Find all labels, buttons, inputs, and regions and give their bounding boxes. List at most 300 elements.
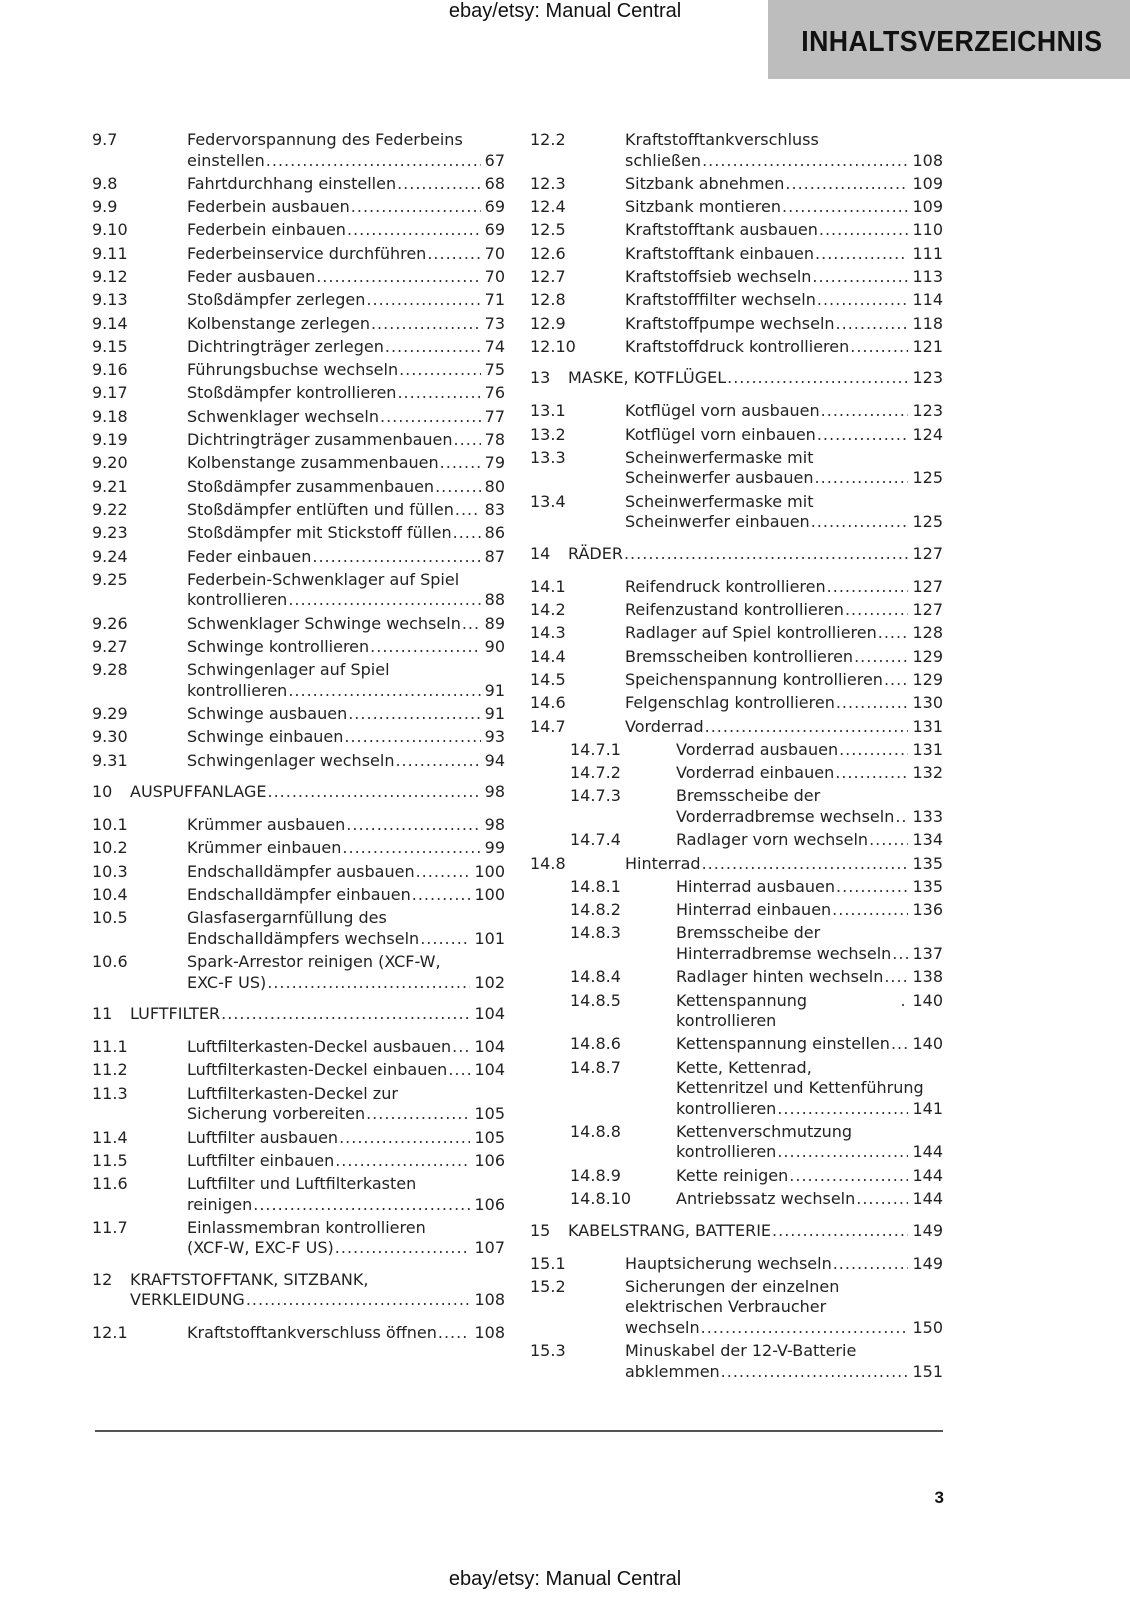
toc-entry[interactable] xyxy=(530,1254,943,1275)
dot-leader xyxy=(266,151,481,172)
dot-leader xyxy=(395,751,480,772)
toc-entry-number: 12.3 xyxy=(530,173,566,193)
dot-leader xyxy=(839,740,908,761)
toc-entry-number: 9.18 xyxy=(92,406,128,426)
toc-entry-title: Kettenritzel und Kettenführung xyxy=(676,1078,924,1098)
toc-entry-title: Luftfilter und Luftfilterkasten xyxy=(187,1174,417,1194)
toc-entry-title: Krümmer ausbauen xyxy=(187,815,346,835)
toc-page-number: 78 xyxy=(484,430,505,450)
toc-entry-number: 14.7.2 xyxy=(570,763,621,783)
toc-entry[interactable] xyxy=(530,693,943,714)
toc-entry-number: 14.8.9 xyxy=(570,1165,621,1185)
toc-entry-number: 14.6 xyxy=(530,693,566,713)
toc-page-number: 137 xyxy=(912,943,943,963)
toc-entry-title: Luftfilterkasten-Deckel zur xyxy=(187,1083,398,1103)
toc-page-number: 75 xyxy=(484,360,505,380)
toc-page-number: 77 xyxy=(484,406,505,426)
toc-page-number: 135 xyxy=(912,853,943,873)
toc-page-number: 121 xyxy=(912,336,943,356)
toc-page-number: 111 xyxy=(912,243,943,263)
toc-entry-title: Dichtringträger zerlegen xyxy=(187,336,384,356)
toc-entry[interactable] xyxy=(92,220,505,241)
toc-page-number: 100 xyxy=(474,885,505,905)
toc-entry-title: KRAFTSTOFFTANK, SITZBANK, xyxy=(130,1269,369,1289)
toc-page-number: 98 xyxy=(484,815,505,835)
dot-leader xyxy=(892,944,908,965)
dot-leader xyxy=(812,267,908,288)
toc-entry[interactable] xyxy=(530,877,943,898)
toc-entry-title: abklemmen xyxy=(625,1361,720,1381)
dot-leader xyxy=(351,197,481,218)
dot-leader xyxy=(221,1004,470,1025)
toc-entry-title: Bremsscheibe der xyxy=(676,786,821,806)
footer-rule xyxy=(95,1430,943,1432)
toc-entry[interactable] xyxy=(530,923,943,964)
dot-leader xyxy=(850,337,908,358)
toc-entry[interactable] xyxy=(530,740,943,761)
toc-page-number: 99 xyxy=(484,838,505,858)
toc-entry[interactable] xyxy=(92,267,505,288)
toc-entry-number: 11.6 xyxy=(92,1174,128,1194)
toc-entry[interactable] xyxy=(92,952,505,993)
toc-entry[interactable] xyxy=(530,670,943,691)
toc-page-number: 110 xyxy=(912,220,943,240)
toc-page-number: 109 xyxy=(912,197,943,217)
toc-entry[interactable] xyxy=(92,1128,505,1149)
toc-chapter[interactable] xyxy=(92,1004,505,1025)
toc-entry-number: 9.22 xyxy=(92,499,128,519)
toc-entry-title: Hinterrad xyxy=(625,853,701,873)
toc-entry-number: 9.28 xyxy=(92,660,128,680)
toc-column-left xyxy=(92,130,505,1347)
toc-entry[interactable] xyxy=(92,1174,505,1215)
toc-entry[interactable] xyxy=(92,637,505,658)
toc-page-number: 89 xyxy=(484,613,505,633)
toc-entry[interactable] xyxy=(92,547,505,568)
toc-page-number: 70 xyxy=(484,266,505,286)
toc-entry[interactable] xyxy=(530,577,943,598)
dot-leader xyxy=(836,314,909,335)
dot-leader xyxy=(789,1166,908,1187)
toc-entry-number: 14.4 xyxy=(530,646,566,666)
toc-entry-title: Kotflügel vorn ausbauen xyxy=(625,401,820,421)
toc-entry-title: Reifendruck kontrollieren xyxy=(625,576,826,596)
toc-entry[interactable] xyxy=(92,1060,505,1081)
toc-entry-number: 11.1 xyxy=(92,1037,128,1057)
toc-entry-title: reinigen xyxy=(187,1194,253,1214)
toc-entry-title: Kettenspannung einstellen xyxy=(676,1034,890,1054)
toc-entry-number: 10.3 xyxy=(92,861,128,881)
toc-entry[interactable] xyxy=(530,290,943,311)
dot-leader xyxy=(452,1037,470,1058)
toc-entry[interactable] xyxy=(530,401,943,422)
toc-entry-title: Hinterrad einbauen xyxy=(676,900,832,920)
toc-entry[interactable] xyxy=(92,1323,505,1344)
toc-entry-title: Vorderrad ausbauen xyxy=(676,739,839,759)
toc-entry[interactable] xyxy=(530,1166,943,1187)
toc-entry-title: Federbein ausbauen xyxy=(187,197,350,217)
toc-entry-title: Endschalldämpfer einbauen xyxy=(187,885,411,905)
toc-entry-title: Kolbenstange zerlegen xyxy=(187,313,370,333)
dot-leader xyxy=(420,929,470,950)
toc-page-number: 141 xyxy=(912,1098,943,1118)
toc-entry-number: 15.1 xyxy=(530,1253,566,1273)
toc-entry-number: 14.5 xyxy=(530,669,566,689)
toc-entry[interactable] xyxy=(530,623,943,644)
page-number: 3 xyxy=(934,1488,944,1507)
dot-leader xyxy=(455,500,481,521)
toc-page-number: 80 xyxy=(484,476,505,496)
toc-entry[interactable] xyxy=(92,704,505,725)
toc-entry-title: Vorderradbremse wechseln xyxy=(676,806,895,826)
dot-leader xyxy=(397,174,481,195)
dot-leader xyxy=(815,244,908,265)
dot-leader xyxy=(702,151,908,172)
dot-leader xyxy=(777,1099,908,1120)
toc-entry[interactable] xyxy=(92,523,505,544)
toc-entry-number: 14.8.8 xyxy=(570,1121,621,1141)
toc-entry-title: Stoßdämpfer mit Stickstoff füllen xyxy=(187,523,452,543)
toc-page-number: 105 xyxy=(474,1127,505,1147)
toc-entry-title: kontrollieren xyxy=(187,680,288,700)
toc-entry-title: Kettenverschmutzung xyxy=(676,1121,853,1141)
toc-entry-title: Sitzbank abnehmen xyxy=(625,173,785,193)
toc-entry[interactable] xyxy=(530,1277,943,1339)
toc-entry-title: Speichenspannung kontrollieren xyxy=(625,669,883,689)
toc-entry-title: Federvorspannung des Federbeins xyxy=(187,130,463,149)
toc-page-number: 109 xyxy=(912,173,943,193)
toc-page-number: 127 xyxy=(912,600,943,620)
toc-page-number: 86 xyxy=(484,523,505,543)
toc-page-number: 101 xyxy=(474,928,505,948)
toc-page-number: 113 xyxy=(912,266,943,286)
toc-entry-number: 14.7 xyxy=(530,716,566,736)
dot-leader xyxy=(385,337,481,358)
toc-entry-title: Stoßdämpfer zusammenbauen xyxy=(187,476,435,496)
dot-leader xyxy=(832,900,908,921)
toc-entry-title: Radlager hinten wechseln xyxy=(676,967,884,987)
toc-entry[interactable] xyxy=(530,425,943,446)
toc-entry-title: Federbein-Schwenklager auf Spiel xyxy=(187,569,460,589)
toc-entry-title: VERKLEIDUNG xyxy=(130,1290,245,1310)
toc-entry-title: Schwingenlager wechseln xyxy=(187,750,395,770)
toc-entry[interactable] xyxy=(530,854,943,875)
toc-entry[interactable] xyxy=(92,862,505,883)
dot-leader xyxy=(721,1362,909,1383)
toc-entry[interactable] xyxy=(92,407,505,428)
toc-entry[interactable] xyxy=(530,244,943,265)
toc-page-number: 93 xyxy=(484,727,505,747)
toc-entry-number: 12.1 xyxy=(92,1323,128,1343)
toc-entry-number: 9.17 xyxy=(92,383,128,403)
toc-entry[interactable] xyxy=(530,1122,943,1163)
toc-entry-number: 9.15 xyxy=(92,336,128,356)
toc-entry[interactable] xyxy=(92,838,505,859)
toc-entry-title: EXC-F US) xyxy=(187,972,267,992)
toc-entry-number: 10.4 xyxy=(92,885,128,905)
toc-entry[interactable] xyxy=(92,383,505,404)
toc-chapter[interactable] xyxy=(92,1270,505,1311)
dot-leader xyxy=(416,862,471,883)
toc-entry-number: 14.8.6 xyxy=(570,1034,621,1054)
toc-page-number: 125 xyxy=(912,512,943,532)
toc-entry[interactable] xyxy=(530,600,943,621)
toc-entry-number: 9.10 xyxy=(92,220,128,240)
toc-page-number: 68 xyxy=(484,173,505,193)
toc-page-number: 127 xyxy=(912,576,943,596)
toc-page-number: 108 xyxy=(474,1290,505,1310)
toc-entry[interactable] xyxy=(92,314,505,335)
toc-page-number: 144 xyxy=(912,1142,943,1162)
toc-page-number: 71 xyxy=(484,290,505,310)
toc-entry-title: Kraftstoffdruck kontrollieren xyxy=(625,336,850,356)
toc-page-number: 149 xyxy=(912,1253,943,1273)
toc-entry-title: Sitzbank montieren xyxy=(625,197,782,217)
toc-entry[interactable] xyxy=(92,500,505,521)
toc-page-number: 102 xyxy=(474,972,505,992)
toc-entry-title: AUSPUFFANLAGE xyxy=(130,782,267,802)
dot-leader xyxy=(624,544,908,565)
toc-entry[interactable] xyxy=(92,1151,505,1172)
toc-page-number: 70 xyxy=(484,243,505,263)
toc-page-number: 114 xyxy=(912,290,943,310)
toc-chapter[interactable] xyxy=(530,544,943,565)
toc-entry-title: Feder einbauen xyxy=(187,546,312,566)
toc-entry[interactable] xyxy=(530,900,943,921)
toc-page-number: 144 xyxy=(912,1165,943,1185)
toc-page-number: 125 xyxy=(912,468,943,488)
toc-entry-number: 9.23 xyxy=(92,523,128,543)
dot-leader xyxy=(856,1189,908,1210)
toc-entry-title: Endschalldämpfer ausbauen xyxy=(187,861,415,881)
toc-entry-title: Reifenzustand kontrollieren xyxy=(625,600,844,620)
dot-leader xyxy=(267,973,470,994)
toc-page-number: 98 xyxy=(484,782,505,802)
toc-page-number: 129 xyxy=(912,646,943,666)
toc-entry-number: 15.3 xyxy=(530,1341,566,1361)
toc-entry-number: 12.5 xyxy=(530,220,566,240)
toc-entry-number: 14.7.3 xyxy=(570,786,621,806)
toc-entry-title: Einlassmembran kontrollieren xyxy=(187,1217,426,1237)
toc-page-number: 151 xyxy=(912,1361,943,1381)
toc-entry[interactable] xyxy=(92,360,505,381)
toc-entry-title: Vorderrad xyxy=(625,716,704,736)
toc-page-number: 104 xyxy=(474,1004,505,1024)
toc-page-number: 108 xyxy=(474,1323,505,1343)
toc-page-number: 88 xyxy=(484,590,505,610)
dot-leader xyxy=(462,614,481,635)
toc-entry[interactable] xyxy=(530,717,943,738)
dot-leader xyxy=(427,244,480,265)
toc-entry-title: Bremsscheiben kontrollieren xyxy=(625,646,854,666)
toc-entry[interactable] xyxy=(92,130,505,171)
toc-entry-title: KABELSTRANG, BATTERIE xyxy=(568,1220,772,1240)
toc-entry-title: Sicherung vorbereiten xyxy=(187,1104,366,1124)
toc-page-number: 105 xyxy=(474,1104,505,1124)
toc-entry-number: 14.7.1 xyxy=(570,739,621,759)
dot-leader xyxy=(246,1290,471,1311)
toc-entry-number: 14.8.4 xyxy=(570,967,621,987)
dot-leader xyxy=(701,1318,909,1339)
dot-leader xyxy=(827,577,909,598)
dot-leader xyxy=(380,407,481,428)
toc-entry[interactable] xyxy=(92,430,505,451)
toc-page-number: 135 xyxy=(912,876,943,896)
toc-entry-title: Kraftstofftankverschluss öffnen xyxy=(187,1323,437,1343)
toc-entry[interactable] xyxy=(530,786,943,827)
toc-entry[interactable] xyxy=(92,1218,505,1259)
toc-entry-number: 14.8.5 xyxy=(570,990,621,1010)
toc-chapter[interactable] xyxy=(92,782,505,803)
dot-leader xyxy=(347,220,481,241)
toc-entry[interactable] xyxy=(530,991,943,1032)
toc-page-number: 74 xyxy=(484,336,505,356)
toc-entry[interactable] xyxy=(92,477,505,498)
toc-entry-title: Schwinge kontrollieren xyxy=(187,636,370,656)
toc-page-number: 123 xyxy=(912,368,943,388)
dot-leader xyxy=(346,815,480,836)
toc-entry[interactable] xyxy=(92,174,505,195)
toc-entry-title: Minuskabel der 12-V-Batterie xyxy=(625,1341,857,1361)
toc-entry[interactable] xyxy=(530,448,943,489)
dot-leader xyxy=(440,453,481,474)
toc-entry[interactable] xyxy=(530,174,943,195)
dot-leader xyxy=(366,1104,470,1125)
toc-entry[interactable] xyxy=(530,314,943,335)
toc-entry-number: 9.7 xyxy=(92,130,118,149)
toc-entry-title: Stoßdämpfer entlüften und füllen xyxy=(187,499,454,519)
toc-entry[interactable] xyxy=(92,244,505,265)
toc-entry-number: 9.19 xyxy=(92,430,128,450)
toc-page-number: 73 xyxy=(484,313,505,333)
dot-leader xyxy=(833,1254,909,1275)
toc-entry[interactable] xyxy=(92,660,505,701)
toc-entry[interactable] xyxy=(530,830,943,851)
toc-entry-number: 10.2 xyxy=(92,838,128,858)
toc-page-number: 94 xyxy=(484,750,505,770)
toc-entry[interactable] xyxy=(92,197,505,218)
toc-entry-title: Hinterrad ausbauen xyxy=(676,876,836,896)
toc-entry-title: Federbein einbauen xyxy=(187,220,346,240)
dot-leader xyxy=(448,1060,470,1081)
toc-entry[interactable] xyxy=(92,1084,505,1125)
toc-entry[interactable] xyxy=(92,751,505,772)
toc-chapter[interactable] xyxy=(530,1221,943,1242)
toc-entry[interactable] xyxy=(92,1037,505,1058)
toc-entry-number: 13.4 xyxy=(530,491,566,511)
toc-entry-number: 9.30 xyxy=(92,727,128,747)
toc-entry[interactable] xyxy=(92,727,505,748)
toc-entry[interactable] xyxy=(530,130,943,171)
toc-page-number: 123 xyxy=(912,401,943,421)
toc-entry-number: 11.4 xyxy=(92,1127,128,1147)
dot-leader xyxy=(344,727,480,748)
toc-entry[interactable] xyxy=(530,1058,943,1120)
toc-entry-title: Krümmer einbauen xyxy=(187,838,342,858)
dot-leader xyxy=(900,991,908,1012)
toc-entry[interactable] xyxy=(530,967,943,988)
toc-entry-number: 9.24 xyxy=(92,546,128,566)
toc-entry-title: Scheinwerfer ausbauen xyxy=(625,468,814,488)
toc-entry-number: 9.27 xyxy=(92,636,128,656)
toc-entry-number: 14.8.7 xyxy=(570,1057,621,1077)
toc-page-number: 132 xyxy=(912,763,943,783)
toc-entry-number: 12.2 xyxy=(530,130,566,149)
toc-entry[interactable] xyxy=(530,492,943,533)
toc-page-number: 107 xyxy=(474,1238,505,1258)
toc-entry-title: Hauptsicherung wechseln xyxy=(625,1253,832,1273)
toc-entry-title: Feder ausbauen xyxy=(187,266,316,286)
toc-entry-number: 12.9 xyxy=(530,313,566,333)
dot-leader xyxy=(342,838,480,859)
toc-entry[interactable] xyxy=(92,908,505,949)
toc-entry[interactable] xyxy=(92,570,505,611)
dot-leader xyxy=(777,1142,908,1163)
toc-page-number: 134 xyxy=(912,830,943,850)
toc-entry[interactable] xyxy=(530,1034,943,1055)
toc-entry-title: Kraftstofftankverschluss xyxy=(625,130,819,149)
dot-leader xyxy=(312,547,480,568)
toc-page-number: 69 xyxy=(484,197,505,217)
toc-entry-title: Kette reinigen xyxy=(676,1165,789,1185)
toc-entry-number: 10.5 xyxy=(92,908,128,928)
toc-page-number: 127 xyxy=(912,543,943,563)
toc-entry-title: Spark-Arrestor reinigen (XCF-W, xyxy=(187,952,441,972)
toc-entry-number: 9.16 xyxy=(92,360,128,380)
dot-leader xyxy=(412,885,471,906)
dot-leader xyxy=(339,1128,470,1149)
toc-entry-number: 12.10 xyxy=(530,336,576,356)
toc-entry-title: wechseln xyxy=(625,1317,700,1337)
toc-entry-number: 14 xyxy=(530,543,551,563)
toc-entry-title: Schwinge einbauen xyxy=(187,727,344,747)
toc-page-number: 140 xyxy=(912,990,943,1010)
toc-entry[interactable] xyxy=(92,815,505,836)
toc-entry-number: 13 xyxy=(530,368,551,388)
toc-entry-number: 9.31 xyxy=(92,750,128,770)
toc-entry[interactable] xyxy=(530,337,943,358)
toc-entry[interactable] xyxy=(530,220,943,241)
toc-entry[interactable] xyxy=(530,267,943,288)
toc-entry[interactable] xyxy=(530,1189,943,1210)
toc-entry-number: 13.3 xyxy=(530,447,566,467)
toc-entry-number: 9.26 xyxy=(92,613,128,633)
toc-entry-number: 9.14 xyxy=(92,313,128,333)
dot-leader xyxy=(815,468,909,489)
toc-entry[interactable] xyxy=(92,337,505,358)
toc-entry[interactable] xyxy=(530,197,943,218)
toc-entry-title: elektrischen Verbraucher xyxy=(625,1297,827,1317)
toc-entry[interactable] xyxy=(92,453,505,474)
watermark-bottom: ebay/etsy: Manual Central xyxy=(448,1568,682,1590)
toc-entry-number: 9.12 xyxy=(92,266,128,286)
dot-leader xyxy=(817,425,909,446)
dot-leader xyxy=(399,360,481,381)
toc-entry[interactable] xyxy=(530,763,943,784)
dot-leader xyxy=(772,1221,908,1242)
toc-chapter[interactable] xyxy=(530,368,943,389)
toc-entry[interactable] xyxy=(92,885,505,906)
toc-entry-title: schließen xyxy=(625,150,702,170)
toc-entry[interactable] xyxy=(530,1341,943,1382)
toc-entry-title: Luftfilter einbauen xyxy=(187,1150,335,1170)
toc-entry-title: Stoßdämpfer zerlegen xyxy=(187,290,366,310)
toc-entry[interactable] xyxy=(92,614,505,635)
toc-entry[interactable] xyxy=(92,290,505,311)
toc-entry-number: 14.8 xyxy=(530,853,566,873)
toc-entry-number: 9.11 xyxy=(92,243,128,263)
toc-entry[interactable] xyxy=(530,647,943,668)
